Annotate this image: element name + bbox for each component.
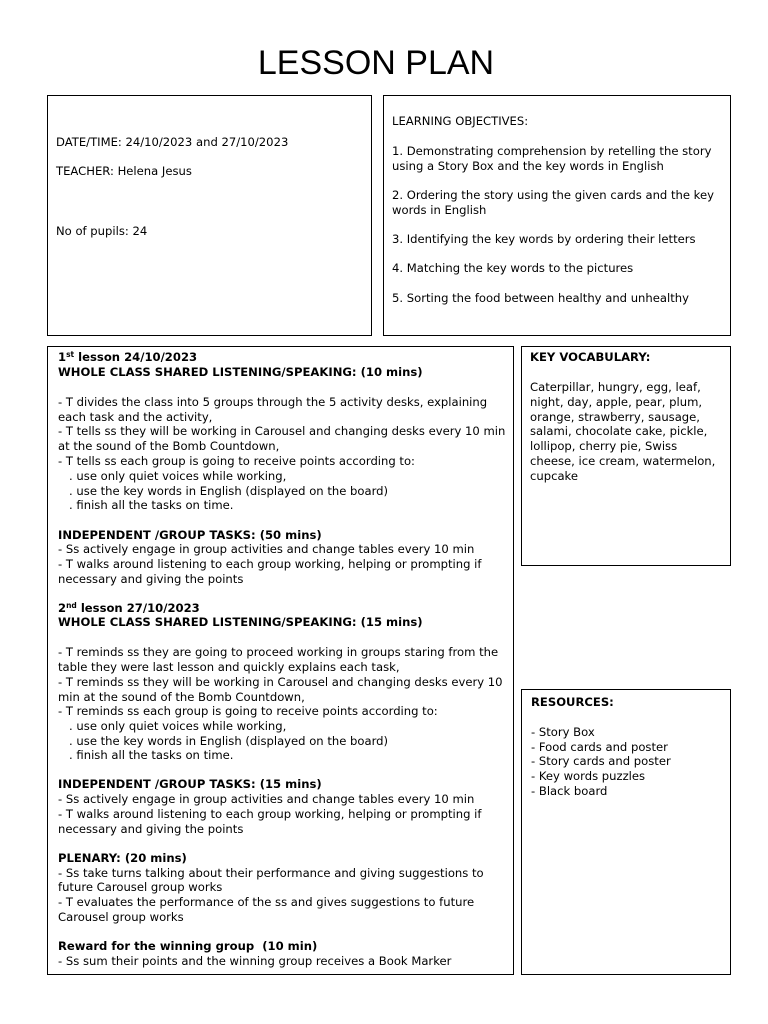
lesson-2-heading: 2nd lesson 27/10/2023 xyxy=(58,601,200,615)
objective-1-line-2: using a Story Box and the key words in English xyxy=(392,159,664,173)
plenary-line: - Ss take turns talking about their performance and giving suggestions to xyxy=(58,866,484,880)
vocabulary-line: cupcake xyxy=(530,469,578,483)
page-title: LESSON PLAN xyxy=(257,44,495,82)
l2-whole-line: min at the sound of the Bomb Countdown, xyxy=(58,690,305,704)
objective-5: 5. Sorting the food between healthy and unhealthy xyxy=(392,291,689,305)
objective-1-line-1: 1. Demonstrating comprehension by retelling the story xyxy=(392,144,712,158)
info-box xyxy=(47,95,372,336)
vocabulary-heading: KEY VOCABULARY: xyxy=(530,350,651,364)
lesson-1-heading: 1st lesson 24/10/2023 xyxy=(58,350,198,364)
plenary-line: - T evaluates the performance of the ss and gives suggestions to future xyxy=(58,895,475,909)
l2-whole-line: table they were last lesson and quickly explains each task, xyxy=(58,660,400,674)
teacher-text: TEACHER: Helena Jesus xyxy=(56,164,192,178)
pupils-text: No of pupils: 24 xyxy=(56,224,148,238)
objective-2-line-1: 2. Ordering the story using the given cards and the key xyxy=(392,188,714,202)
l1-whole-line: - T tells ss each group is going to receive points according to: xyxy=(58,454,415,468)
vocabulary-line: lollipop, cherry pie, Swiss xyxy=(530,439,678,453)
l1-whole-line: at the sound of the Bomb Countdown, xyxy=(58,439,280,453)
l2-whole-line: - T reminds ss each group is going to receive points according to: xyxy=(58,704,438,718)
objective-3: 3. Identifying the key words by ordering their letters xyxy=(392,232,696,246)
objectives-heading: LEARNING OBJECTIVES: xyxy=(392,114,529,128)
l1-whole-line: - T divides the class into 5 groups through the 5 activity desks, explaining xyxy=(58,395,488,409)
plenary-line: Carousel group works xyxy=(58,910,184,924)
l1-whole-line: - T tells ss they will be working in Carousel and changing desks every 10 min xyxy=(58,424,506,438)
lesson-1-independent-heading: INDEPENDENT /GROUP TASKS: (50 mins) xyxy=(58,528,322,542)
vocabulary-line: salami, chocolate cake, pickle, xyxy=(530,424,708,438)
l1-whole-line: . use only quiet voices while working, xyxy=(58,469,287,483)
l2-indep-line: - T walks around listening to each group working, helping or prompting if xyxy=(58,807,482,821)
l1-whole-line: each task and the activity, xyxy=(58,410,213,424)
resource-item: - Key words puzzles xyxy=(531,769,646,783)
l1-indep-line: - Ss actively engage in group activities and change tables every 10 min xyxy=(58,542,475,556)
l2-whole-line: - T reminds ss they will be working in Carousel and changing desks every 10 xyxy=(58,675,503,689)
reward-heading: Reward for the winning group (10 min) xyxy=(58,939,318,953)
l2-whole-line: . use the key words in English (displayed on the board) xyxy=(58,734,389,748)
l2-indep-line: - Ss actively engage in group activities and change tables every 10 min xyxy=(58,792,475,806)
l1-whole-line: . use the key words in English (displayed on the board) xyxy=(58,484,389,498)
vocabulary-line: Caterpillar, hungry, egg, leaf, xyxy=(530,380,701,394)
reward-line: - Ss sum their points and the winning group receives a Book Marker xyxy=(58,954,452,968)
objective-2-line-2: words in English xyxy=(392,203,487,217)
l1-indep-line: - T walks around listening to each group working, helping or prompting if xyxy=(58,557,482,571)
l1-indep-line: necessary and giving the points xyxy=(58,572,244,586)
l2-indep-line: necessary and giving the points xyxy=(58,822,244,836)
plenary-heading: PLENARY: (20 mins) xyxy=(58,851,187,865)
l2-whole-line: - T reminds ss they are going to proceed working in groups staring from the xyxy=(58,645,499,659)
resource-item: - Food cards and poster xyxy=(531,740,668,754)
resources-heading: RESOURCES: xyxy=(531,695,614,709)
resource-item: - Story Box xyxy=(531,725,595,739)
objective-4: 4. Matching the key words to the pictures xyxy=(392,261,634,275)
vocabulary-line: cheese, ice cream, watermelon, xyxy=(530,454,716,468)
vocabulary-line: night, day, apple, pear, plum, xyxy=(530,395,703,409)
l2-whole-line: . finish all the tasks on time. xyxy=(58,748,234,762)
resource-item: - Story cards and poster xyxy=(531,754,671,768)
lesson-2-whole-class-heading: WHOLE CLASS SHARED LISTENING/SPEAKING: (15 mins) xyxy=(58,615,423,629)
l2-whole-line: . use only quiet voices while working, xyxy=(58,719,287,733)
vocabulary-line: orange, strawberry, sausage, xyxy=(530,410,700,424)
resource-item: - Black board xyxy=(531,784,608,798)
lesson-2-independent-heading: INDEPENDENT /GROUP TASKS: (15 mins) xyxy=(58,777,322,791)
datetime-text: DATE/TIME: 24/10/2023 and 27/10/2023 xyxy=(56,135,289,149)
plenary-line: future Carousel group works xyxy=(58,880,223,894)
l1-whole-line: . finish all the tasks on time. xyxy=(58,498,234,512)
lesson-1-whole-class-heading: WHOLE CLASS SHARED LISTENING/SPEAKING: (10 mins) xyxy=(58,365,423,379)
